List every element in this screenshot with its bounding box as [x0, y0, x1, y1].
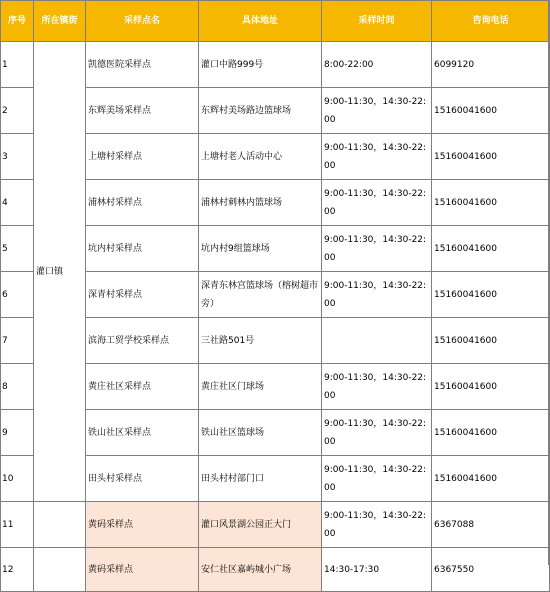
cell-index[interactable]: 11 [1, 502, 34, 548]
cell-address[interactable]: 坑内村9组篮球场 [199, 226, 322, 272]
header-town[interactable]: 所在镇街 [34, 1, 86, 42]
cell-phone[interactable]: 15160041600 [432, 272, 550, 318]
cell-phone[interactable]: 6367550 [432, 548, 550, 592]
header-address[interactable]: 具体地址 [199, 1, 322, 42]
cell-address[interactable]: 上塘村老人活动中心 [199, 134, 322, 180]
cell-phone[interactable]: 15160041600 [432, 226, 550, 272]
cell-site[interactable]: 黄庄社区采样点 [86, 364, 199, 410]
cell-index[interactable]: 4 [1, 180, 34, 226]
cell-address[interactable]: 灌口中路999号 [199, 42, 322, 88]
cell-index[interactable]: 5 [1, 226, 34, 272]
cell-index[interactable]: 1 [1, 42, 34, 88]
cell-phone[interactable]: 15160041600 [432, 134, 550, 180]
cell-time[interactable]: 9:00-11:30，14:30-22:00 [322, 410, 432, 456]
cell-site[interactable]: 坑内村采样点 [86, 226, 199, 272]
cell-time[interactable] [322, 318, 432, 364]
cell-town[interactable]: 灌口镇 [34, 42, 86, 502]
cell-address[interactable]: 灌口风景湖公园正大门 [199, 502, 322, 548]
cell-site[interactable]: 滨海工贸学校采样点 [86, 318, 199, 364]
cell-index[interactable]: 7 [1, 318, 34, 364]
cell-address[interactable]: 浦林村刺林内篮球场 [199, 180, 322, 226]
cell-time[interactable]: 8:00-22:00 [322, 42, 432, 88]
cell-index[interactable]: 9 [1, 410, 34, 456]
cell-address[interactable]: 铁山社区篮球场 [199, 410, 322, 456]
cell-time[interactable]: 9:00-11:30，14:30-22:00 [322, 502, 432, 548]
cell-phone[interactable]: 15160041600 [432, 88, 550, 134]
cell-phone[interactable]: 6099120 [432, 42, 550, 88]
header-index[interactable]: 序号 [1, 1, 34, 42]
table-row [1, 42, 550, 88]
header-row [1, 1, 550, 42]
cell-index[interactable]: 8 [1, 364, 34, 410]
cell-phone[interactable]: 15160041600 [432, 364, 550, 410]
header-site[interactable]: 采样点名 [86, 1, 199, 42]
cell-site[interactable]: 上塘村采样点 [86, 134, 199, 180]
cell-time[interactable]: 9:00-11:30，14:30-22:00 [322, 364, 432, 410]
cell-time[interactable]: 9:00-11:30，14:30-22:00 [322, 456, 432, 502]
cell-town-empty[interactable] [34, 548, 86, 592]
cell-phone[interactable]: 15160041600 [432, 410, 550, 456]
cell-index[interactable]: 10 [1, 456, 34, 502]
cell-index[interactable]: 6 [1, 272, 34, 318]
cell-time[interactable]: 9:00-11:30，14:30-22:00 [322, 134, 432, 180]
cell-time[interactable]: 9:00-11:30，14:30-22:00 [322, 272, 432, 318]
cell-address[interactable]: 深青东林宫篮球场（榕树超市旁） [199, 272, 322, 318]
cell-address[interactable]: 黄庄社区门球场 [199, 364, 322, 410]
cell-phone[interactable]: 15160041600 [432, 456, 550, 502]
cell-index[interactable]: 3 [1, 134, 34, 180]
cell-phone[interactable]: 15160041600 [432, 318, 550, 364]
cell-address[interactable]: 东辉村美场路边篮球场 [199, 88, 322, 134]
cell-site[interactable]: 深青村采样点 [86, 272, 199, 318]
cell-time[interactable]: 9:00-11:30，14:30-22:00 [322, 88, 432, 134]
cell-site[interactable]: 铁山社区采样点 [86, 410, 199, 456]
table-row [1, 502, 550, 548]
table-row [1, 548, 550, 592]
cell-phone[interactable]: 15160041600 [432, 180, 550, 226]
cell-site[interactable]: 浦林村采样点 [86, 180, 199, 226]
cell-time[interactable]: 9:00-11:30，14:30-22:00 [322, 226, 432, 272]
cell-phone[interactable]: 6367088 [432, 502, 550, 548]
cell-index[interactable]: 12 [1, 548, 34, 592]
cell-address[interactable]: 田头村村部门口 [199, 456, 322, 502]
cell-site[interactable]: 黄码采样点 [86, 548, 199, 592]
cell-site[interactable]: 黄码采样点 [86, 502, 199, 548]
header-time[interactable]: 采样时间 [322, 1, 432, 42]
cell-site[interactable]: 田头村采样点 [86, 456, 199, 502]
cell-town-empty[interactable] [34, 502, 86, 548]
cell-site[interactable]: 凯德医院采样点 [86, 42, 199, 88]
header-phone[interactable]: 咨询电话 [432, 1, 550, 42]
cell-time[interactable]: 9:00-11:30，14:30-22:00 [322, 180, 432, 226]
cell-site[interactable]: 东辉美场采样点 [86, 88, 199, 134]
cell-address[interactable]: 三社路501号 [199, 318, 322, 364]
cell-time[interactable]: 14:30-17:30 [322, 548, 432, 592]
cell-address[interactable]: 安仁社区嘉屿城小广场 [199, 548, 322, 592]
cell-index[interactable]: 2 [1, 88, 34, 134]
